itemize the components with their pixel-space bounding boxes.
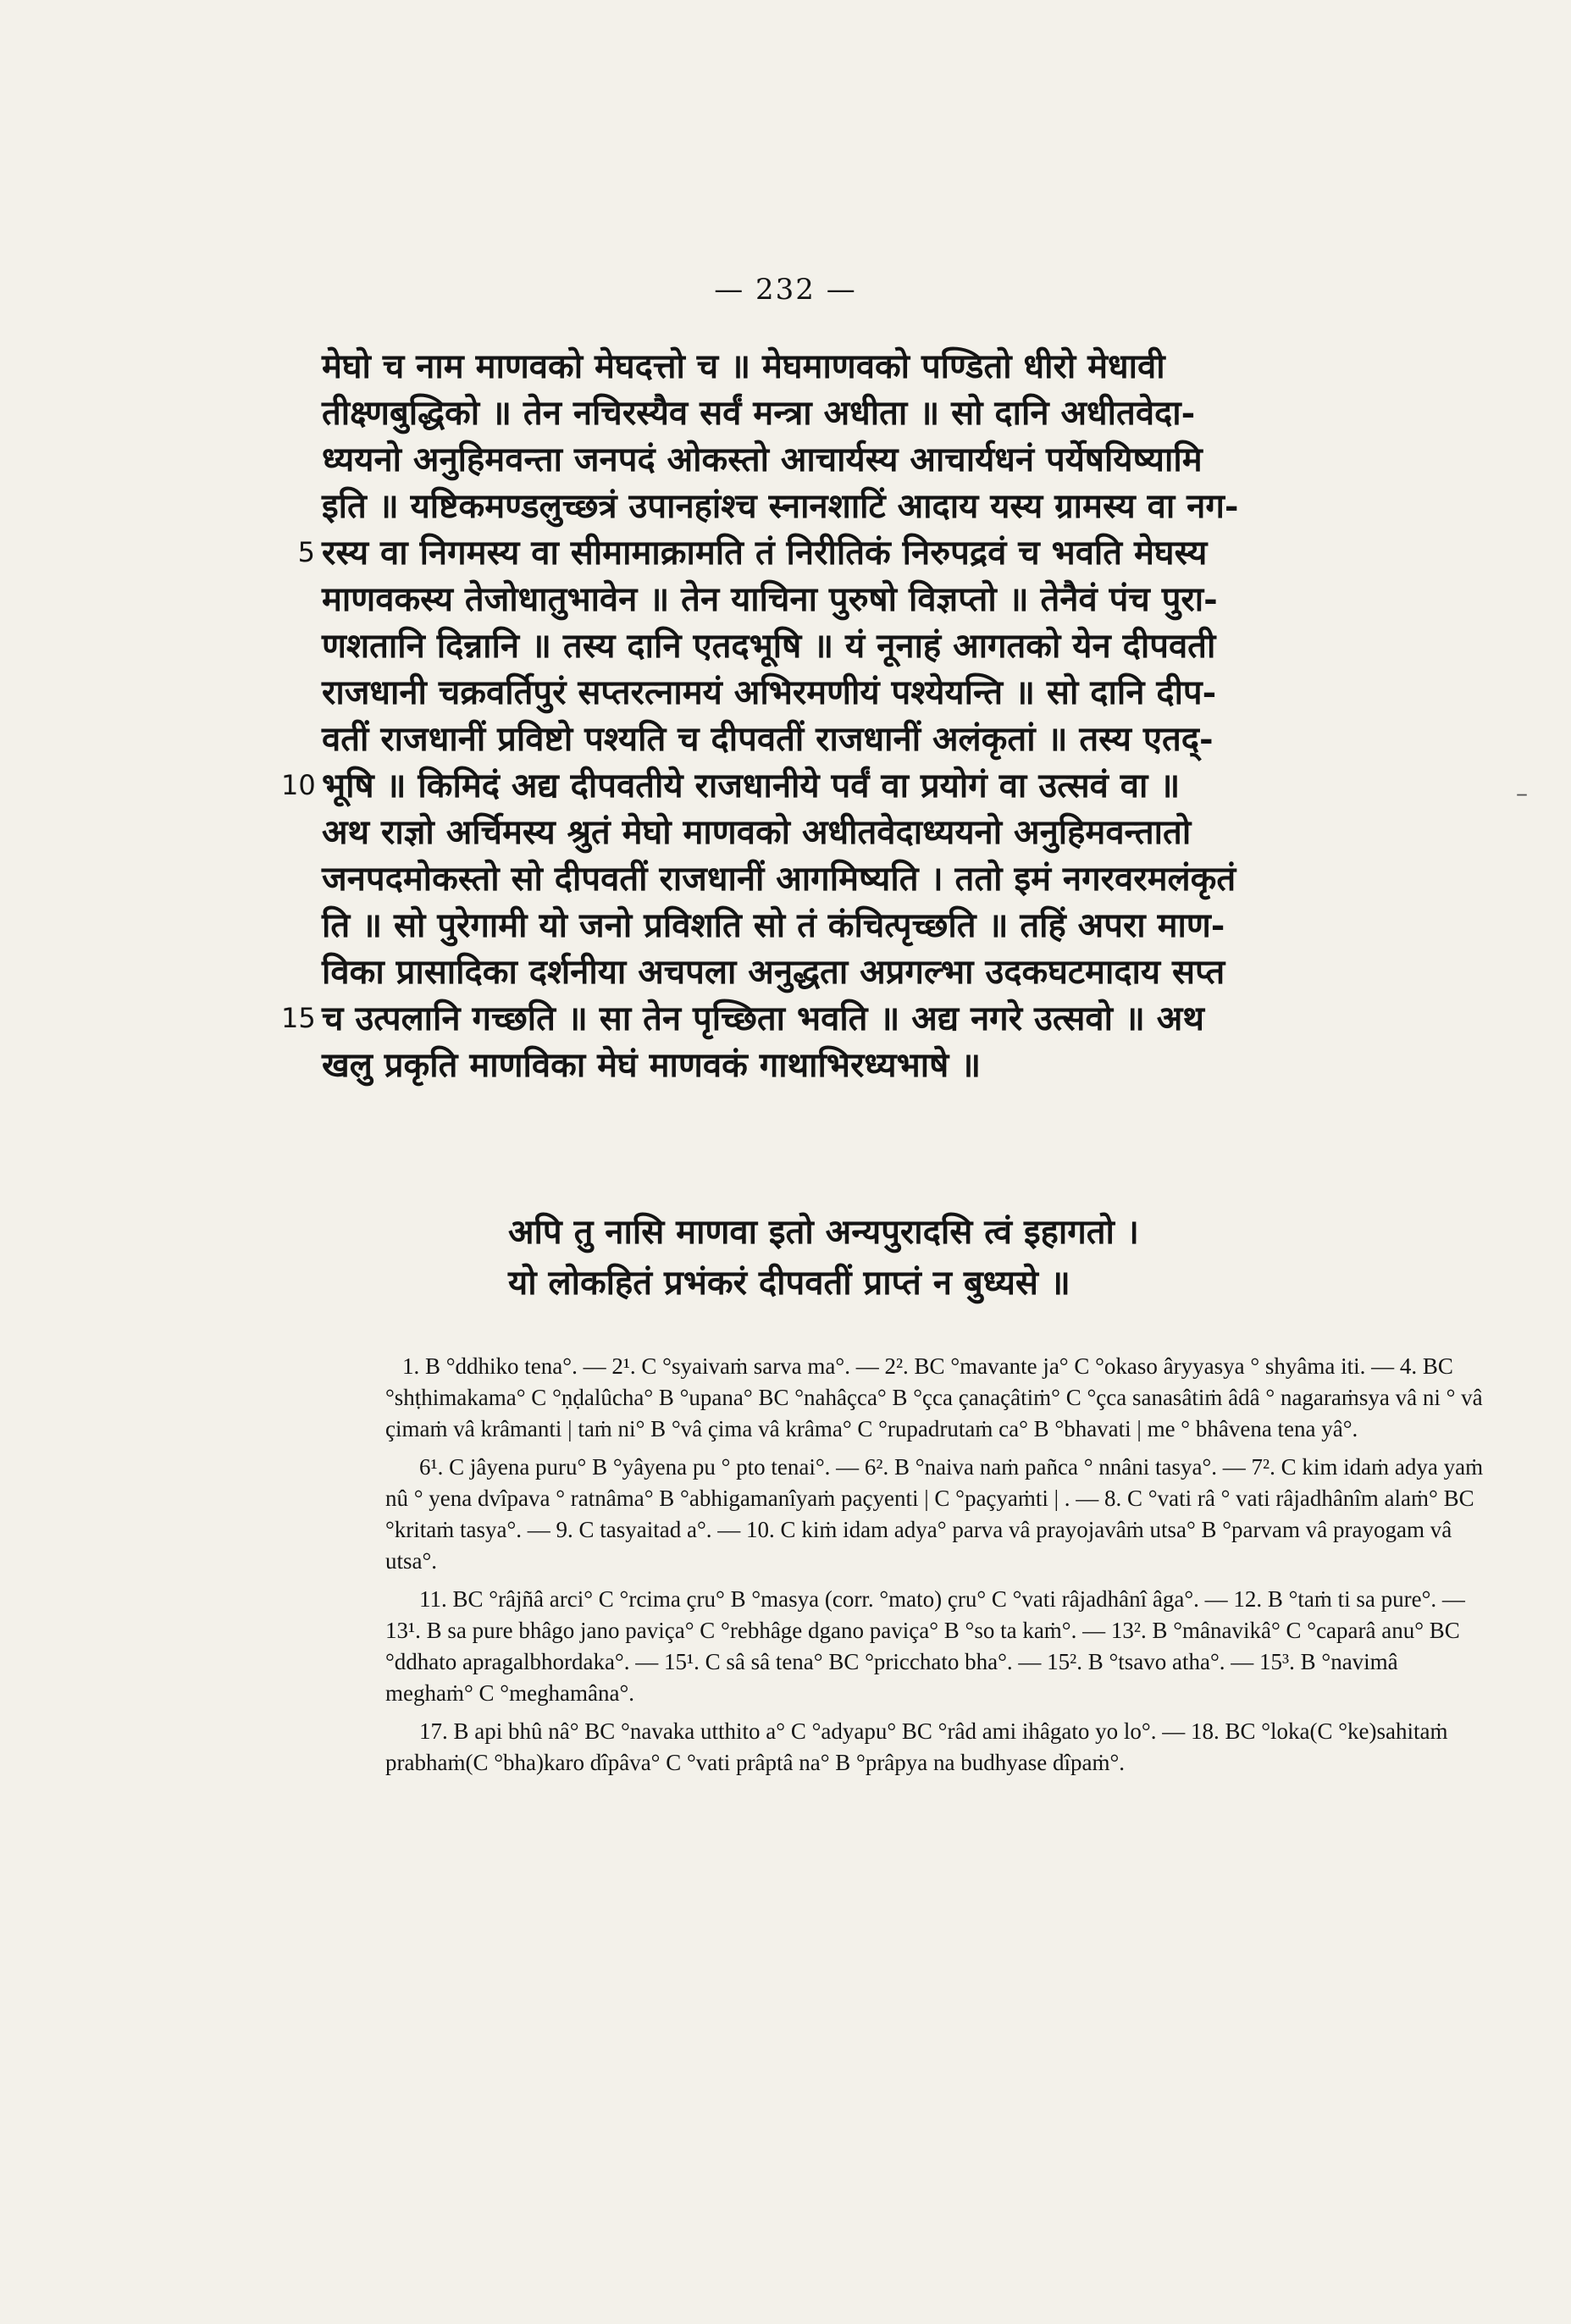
text-line [281, 995, 1499, 1042]
text-line [322, 436, 1499, 483]
line-text: णशतानि दिन्नानि ॥ तस्य दानि एतदभूषि ॥ यं नूनाहं आगतको येन दीपवती [322, 626, 1216, 666]
line-text: रस्य वा निगमस्य वा सीमामाक्रामति तं निरीतिकं निरुपद्रवं च भवति मेघस्य [322, 533, 1208, 573]
line-text: भूषि ॥ किमिदं अद्य दीपवतीये राजधानीये पर्वं वा प्रयोगं वा उत्सवं वा ॥ [322, 766, 1181, 805]
footnote: 11. BC °râjñâ arci° C °rcima çru° B °masya (corr. °mato) çru° C °vati râjadhânî âga°. — 12. B °taṁ ti sa pure°. — 13¹. B sa pure bhâgo jano paviça° C °rebhâge dgano paviça° B °so ta kaṁ°. — 13². B °mânavikâ° C °caparâ anu° BC °ddhato apragalbhordaka°. — 15¹. C sâ sâ tena° BC °pricchato bha°. — 15². B °tsavo atha°. — 15³. B °navimâ meghaṁ° C °meghamâna°. [385, 1586, 1465, 1706]
text-line [322, 809, 1499, 855]
footnote: 17. B api bhû nâ° BC °navaka utthito a° C °adyapu° BC °râd ami ihâgato yo lo°. — 18. BC °loka(C °ke)sahitaṁ prabhaṁ(C °bha)karo dîpâva° C °vati prâptâ na° B °prâpya na budhyase dîpaṁ°. [385, 1718, 1448, 1775]
line-text: च उत्पलानि गच्छति ॥ सा तेन पृच्छिता भवति ॥ अद्य नगरे उत्सवो ॥ अथ [322, 999, 1204, 1038]
line-text: तीक्ष्णबुद्धिको ॥ तेन नचिरस्यैव सर्वं मन्त्रा अधीता ॥ सो दानि अधीतवेदा- [322, 393, 1196, 433]
main-text-block [281, 343, 1499, 1088]
text-line [322, 390, 1499, 436]
line-text: वतीं राजधानीं प्रविष्टो पश्यति च दीपवतीं राजधानीं अलंकृतां ॥ तस्य एतद्- [322, 719, 1214, 759]
text-line [322, 1042, 1499, 1088]
line-text: राजधानी चक्रवर्तिपुरं सप्तरत्नामयं अभिरमणीयं पश्येयन्ति ॥ सो दानि दीप- [322, 672, 1217, 712]
text-line [322, 576, 1499, 622]
text-line [322, 669, 1499, 716]
line-number: 5 [297, 536, 315, 568]
text-line [322, 483, 1499, 529]
line-text: ति ॥ सो पुरेगामी यो जनो प्रविशति सो तं कंचित्पृच्छति ॥ तहिं अपरा माण- [322, 905, 1225, 945]
page-number: — 232 — [714, 273, 857, 307]
critical-notes [385, 1351, 1486, 1785]
text-line [322, 949, 1499, 995]
verse-line: यो लोकहितं प्रभंकरं दीपवतीं प्राप्तं न बुध्यसे ॥ [508, 1263, 1070, 1303]
line-text: माणवकस्य तेजोधातुभावेन ॥ तेन याचिना पुरुषो विज्ञप्तो ॥ तेनैवं पंच पुरा- [322, 579, 1218, 619]
verse-block [508, 1207, 1355, 1309]
margin-mark: – [1516, 779, 1528, 807]
text-line [281, 762, 1499, 809]
line-text: अथ राज्ञो अर्चिमस्य श्रुतं मेघो माणवको अधीतवेदाध्ययनो अनुहिमवन्तातो [322, 812, 1192, 852]
line-text: इति ॥ यष्टिकमण्डलुच्छत्रं उपानहांश्च स्नानशाटिं आदाय यस्य ग्रामस्य वा नग- [322, 486, 1239, 526]
line-text: विका प्रासादिका दर्शनीया अचपला अनुद्धता अप्रगल्भा उदकघटमादाय सप्त [322, 952, 1225, 992]
line-text: खलु प्रकृति माणविका मेघं माणवकं गाथाभिरध्यभाषे ॥ [322, 1045, 982, 1085]
verse-line: अपि तु नासि माणवा इतो अन्यपुरादसि त्वं इहागतो । [508, 1212, 1139, 1252]
text-line [322, 855, 1499, 902]
footnote: 1. B °ddhiko tena°. — 2¹. C °syaivaṁ sarva ma°. — 2². BC °mavante ja° C °okaso âryyasya ° shyâma iti. — 4. BC °shṭhimakama° C °ṇḍalûcha° B °upana° BC °nahâçca° B °çca çanaçâtiṁ° C °çca sanasâtiṁ âdâ ° nagaraṁsya vâ ni ° vâ çimaṁ vâ krâmanti | taṁ ni° B °vâ çima vâ krâma° C °rupadrutaṁ ca° B °bhavati | me ° bhâvena tena yâ°. [385, 1353, 1483, 1441]
text-line [322, 622, 1499, 669]
text-line [322, 343, 1499, 390]
text-line [322, 716, 1499, 762]
line-text: जनपदमोकस्तो सो दीपवतीं राजधानीं आगमिष्यति । ततो इमं नगरवरमलंकृतं [322, 859, 1236, 899]
line-text: ध्ययनो अनुहिमवन्ता जनपदं ओकस्तो आचार्यस्य आचार्यधनं पर्येषयिष्यामि [322, 440, 1203, 479]
line-number: 15 [281, 1002, 316, 1034]
text-line [297, 529, 1499, 576]
footnote: 6¹. C jâyena puru° B °yâyena pu ° pto tenai°. — 6². B °naiva naṁ pañca ° nnâni tasya°. — 7². C kim idaṁ adya yaṁ nû ° yena dvîpava ° ratnâma° B °abhigamanîyaṁ paçyenti | C °paçyaṁti | . — 8. C °vati râ ° vati râjadhânîm alaṁ° BC °kritaṁ tasya°. — 9. C tasyaitad a°. — 10. C kiṁ idam adya° parva vâ prayojavâṁ utsa° B °parvam vâ prayogam vâ utsa°. [385, 1454, 1484, 1574]
line-number: 10 [281, 769, 316, 801]
line-text: मेघो च नाम माणवको मेघदत्तो च ॥ मेघमाणवको पण्डितो धीरो मेधावी [322, 346, 1165, 386]
text-line [322, 902, 1499, 949]
